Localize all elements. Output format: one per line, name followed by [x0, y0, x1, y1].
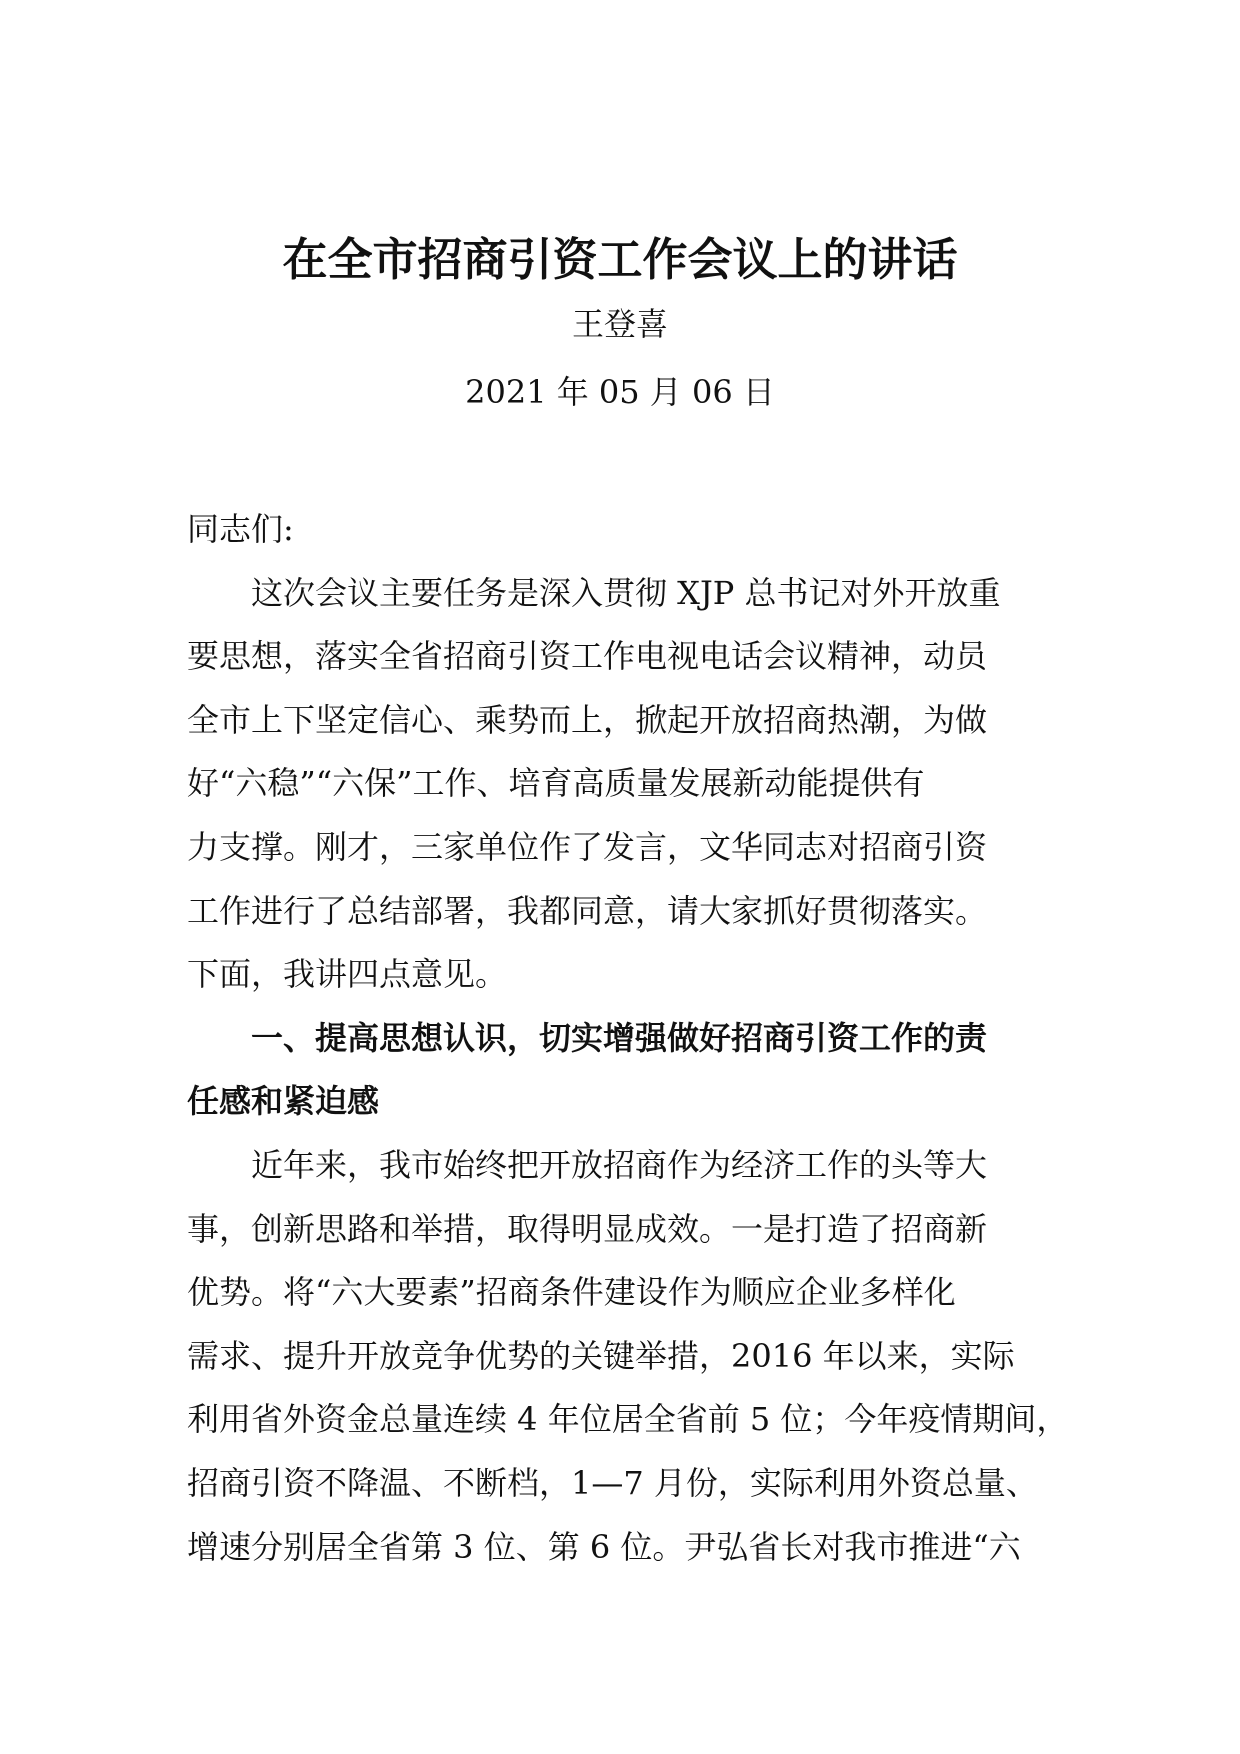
section-heading-line: 一、提高思想认识，切实增强做好招商引资工作的责	[251, 1018, 988, 1057]
paragraph-line: 好“六稳”“六保”工作、培育高质量发展新动能提供有	[187, 764, 925, 803]
paragraph-line: 全市上下坚定信心、乘势而上，掀起开放招商热潮，为做	[187, 700, 988, 739]
document-author: 王登喜	[571, 305, 668, 343]
document-title: 在全市招商引资工作会议上的讲话	[282, 233, 958, 286]
section-heading-line: 任感和紧迫感	[187, 1082, 380, 1121]
paragraph-line: 增速分别居全省第 3 位、第 6 位。尹弘省长对我市推进“六	[187, 1527, 1021, 1566]
salutation: 同志们:	[187, 510, 294, 548]
paragraph-line: 工作进行了总结部署，我都同意，请大家抓好贯彻落实。	[187, 891, 988, 930]
paragraph-line: 招商引资不降温、不断档，1—7 月份，实际利用外资总量、	[187, 1463, 1038, 1502]
paragraph-line: 这次会议主要任务是深入贯彻 XJP 总书记对外开放重	[251, 573, 1001, 612]
paragraph-line: 利用省外资金总量连续 4 年位居全省前 5 位；今年疫情期间，	[187, 1400, 1069, 1439]
paragraph-line: 优势。将“六大要素”招商条件建设作为顺应企业多样化	[187, 1273, 956, 1312]
paragraph-line: 需求、提升开放竞争优势的关键举措，2016 年以来，实际	[187, 1336, 1015, 1375]
paragraph-line: 力支撑。刚才，三家单位作了发言，文华同志对招商引资	[187, 827, 988, 866]
paragraph-line: 要思想，落实全省招商引资工作电视电话会议精神，动员	[187, 637, 988, 676]
paragraph-line: 近年来，我市始终把开放招商作为经济工作的头等大	[251, 1145, 988, 1184]
paragraph-line: 事，创新思路和举措，取得明显成效。一是打造了招商新	[187, 1209, 988, 1248]
document-date: 2021 年 05 月 06 日	[465, 373, 775, 411]
paragraph-line: 下面，我讲四点意见。	[187, 955, 508, 994]
document-body	[187, 498, 1067, 1579]
